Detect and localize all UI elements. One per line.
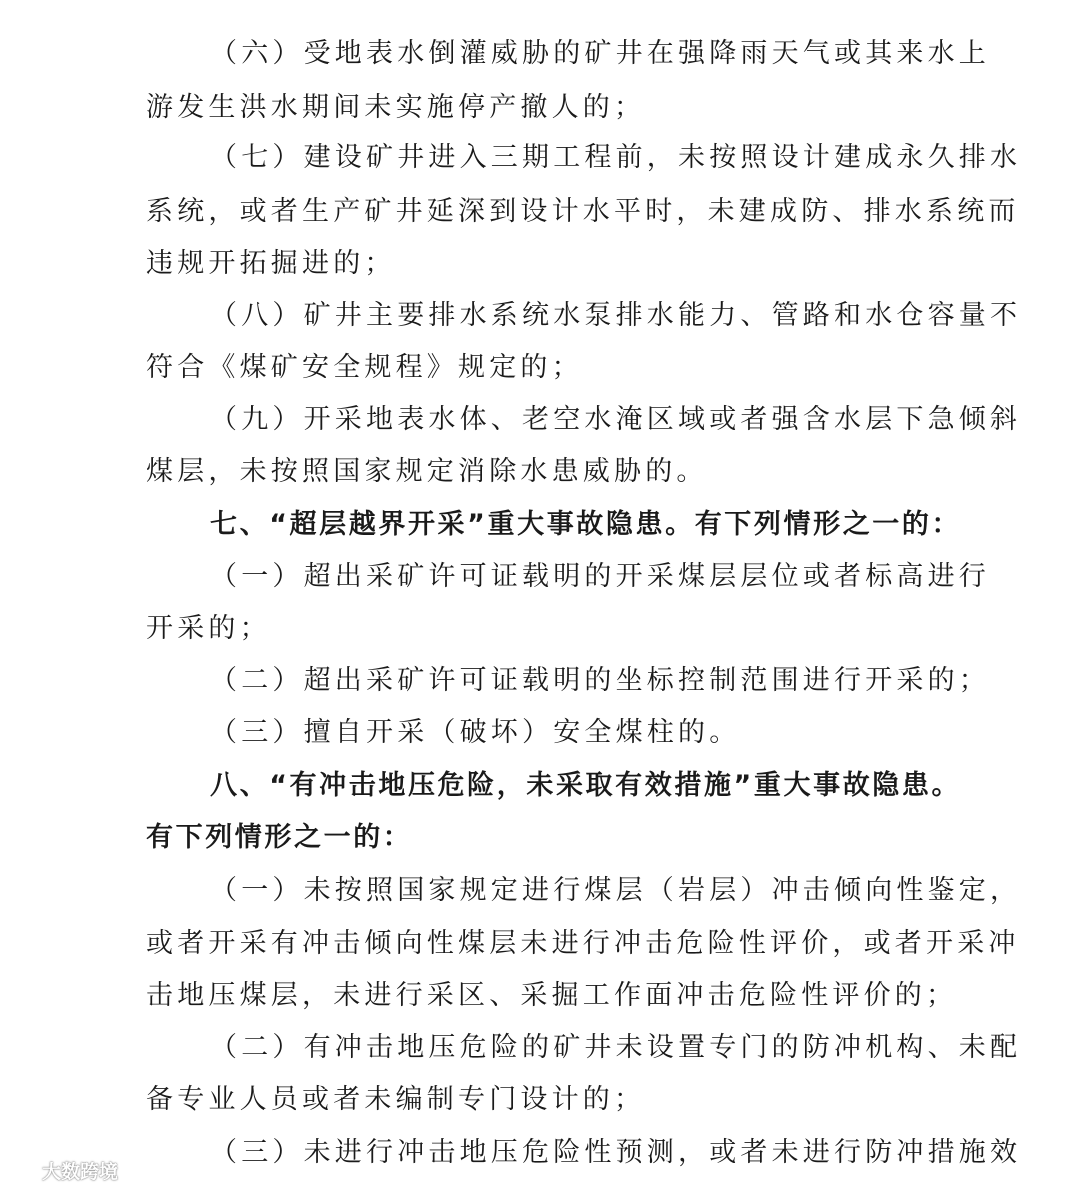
paragraph-line: 符合《煤矿安全规程》规定的；: [146, 352, 583, 383]
paragraph-line: 煤层，未按照国家规定消除水患威胁的。: [146, 456, 708, 487]
watermark-text: 大数跨境: [42, 1160, 119, 1183]
paragraph-line: （八）矿井主要排水系统水泵排水能力、管路和水仓容量不: [210, 300, 1022, 331]
section-heading-8-continued: 有下列情形之一的：: [146, 822, 413, 853]
paragraph-line: 违规开拓掘进的；: [146, 248, 396, 279]
section-heading-7: 七、“超层越界开采”重大事故隐患。有下列情形之一的：: [210, 509, 962, 540]
paragraph-line: （九）开采地表水体、老空水淹区域或者强含水层下急倾斜: [210, 404, 1022, 435]
paragraph-line: （二）超出采矿许可证载明的坐标控制范围进行开采的；: [210, 665, 990, 696]
paragraph-line: （一）超出采矿许可证载明的开采煤层层位或者标高进行: [210, 561, 990, 592]
paragraph-line: 击地压煤层，未进行采区、采掘工作面冲击危险性评价的；: [146, 980, 958, 1011]
paragraph-line: 系统，或者生产矿井延深到设计水平时，未建成防、排水系统而: [146, 196, 1020, 227]
watermark: [8, 1155, 118, 1185]
weibo-logo-icon: [8, 1157, 38, 1183]
paragraph-line: （三）未进行冲击地压危险性预测，或者未进行防冲措施效: [210, 1137, 1022, 1168]
section-heading-8: 八、“有冲击地压危险，未采取有效措施”重大事故隐患。: [210, 770, 962, 801]
paragraph-line: 游发生洪水期间未实施停产撤人的；: [146, 92, 646, 123]
paragraph-line: （六）受地表水倒灌威胁的矿井在强降雨天气或其来水上: [210, 38, 990, 69]
paragraph-line: 开采的；: [146, 613, 271, 644]
paragraph-line: （七）建设矿井进入三期工程前，未按照设计建成永久排水: [210, 142, 1022, 173]
paragraph-line: （二）有冲击地压危险的矿井未设置专门的防冲机构、未配: [210, 1032, 1022, 1063]
paragraph-line: （一）未按照国家规定进行煤层（岩层）冲击倾向性鉴定，: [210, 875, 1022, 906]
paragraph-line: 或者开采有冲击倾向性煤层未进行冲击危险性评价，或者开采冲: [146, 928, 1020, 959]
paragraph-line: 备专业人员或者未编制专门设计的；: [146, 1084, 646, 1115]
paragraph-line: （三）擅自开采（破坏）安全煤柱的。: [210, 717, 741, 748]
